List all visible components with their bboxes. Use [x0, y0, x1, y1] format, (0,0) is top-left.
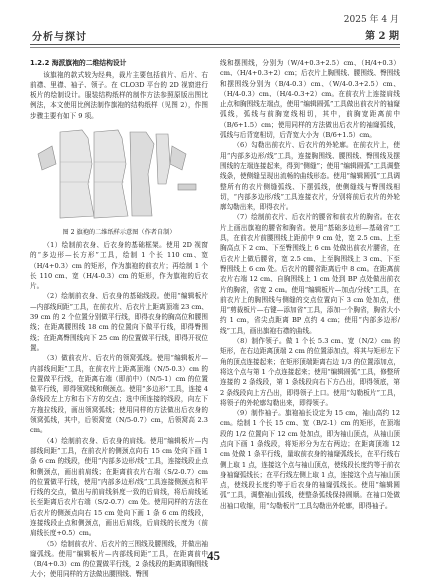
issue-number: 第 2 期 [365, 31, 399, 42]
front-bodice-piece [60, 130, 94, 218]
section-heading: 1.2.2 海派旗袍的二维结构设计 [30, 59, 127, 67]
step-paragraph: （4）绘制前衣身、后衣身的肩线。使用“编辑板片—内部线间距”工具，在前衣片的侧颈点向右 15 cm 处向下画 1 条 6 cm 的线段，使用“内部多边形/线”工具，连接线段止点和侧颈点，画出前肩线；在距离前衣片右端（S/2-0.7）cm 的位置做平行线，使用“内部多边形/线”工具连接侧颈点和平行线的交点，做出与前肩线斜度一致的后肩线，将后肩线延长至距离后衣片右端（S/2-0.7）cm 处。使用同样的方法在后衣片的侧颈点向右 15 cm 处向下画 1 条 6 cm 的线段，连接线段止点和侧颈点，画出后肩线，后肩线的长度为（前肩线长度+0.5）cm。 [30, 436, 208, 538]
page-number: 45 [207, 548, 220, 563]
intro-paragraph: 该旗袍的款式较为经典，裁片主要包括前片、后片、右前襟、里襟、袖子、领子。在 CLO3D 平台的 2D 视窗进行板片的绘制设计。服装结构纸样的制作方法参照原版出图比例法，本文使用比例法制作旗袍的结构纸样（见图 2），作图步骤主要有如下 9 项。 [30, 70, 208, 120]
step-paragraph: （3）做前衣片、后衣片的领窝弧线。使用“编辑板片—内部线间距”工具，在前衣片上距离顶端（N/5-0.3）cm 的位置做平行线，在距离右端（即前中）（N/5-1）cm 的位置做平行线，即得领窝线和侧颈点。使用“多边形”工具，连接 4 条线段左上方和右下方的交点；选中所连接的线段，向左下方拖拉线段，画出领窝弧线；使用同样的方法做出后衣身的领窝弧线，其中，后领窝宽（N/5-0.7）cm，后领窝高 2.3 cm。 [30, 354, 208, 435]
step-paragraph: （9）制作袖子。旗袍袖长设定为 15 cm，袖山高约 12 cm。绘制 1 个长 15 cm、宽（B/2-1）cm 的矩形，在顶端段的 1/2 位置向下 12 cm 处加点，即为袖山顶点，从袖山顶点向下画 1 条线段，将矩形分为左右两边；在距离顶端 12 cm 处做 1 条平行线，量取前衣身的袖窿弧线长，在平行线右侧上取 1 点，连接这个点与袖山顶点，使线段长度约等于前衣身袖窿弧线长；在平行线左侧上取 1 点，连接这个点与袖山顶点，使线段长度约等于后衣身的袖窿弧线长。使用“编辑圆弧”工具，调整袖山弧线，使整条弧线保持圆顺。在袖口处做出袖口收缩，用“勾勒板片”工具勾勒出外轮廓，即得袖子。 [220, 409, 400, 510]
header-rule-thin [30, 47, 400, 48]
step-paragraph: （2）绘制前衣身、后衣身的基础线段。使用“编辑板片—内部线间距”工具，在前衣片、后衣片上距离顶端 23 cm、39 cm 的 2 个位置分别做平行线，即得衣身的胸高位和腰围线；在距离腰围线 18 cm 的位置向下做平行线，即得臀围线；在距离臀围线向下 25 cm 的位置做平行线，即得开衩位置。 [30, 292, 208, 352]
step-paragraph: （8）制作领子。做 1 个长 5.3 cm、宽（N/2）cm 的矩形，在右边距离顶端 2 cm 的位置添加点，将其与矩形左下角的顶点连接起来；在矩形顶端距离右边 1/3 的位置添加点，将这个点与第 1 个点连接起来；使用“编辑圆弧”工具，修整所连接的 2 条线段，第 1 条线段向右下方凸出，即得领底，第 2 条线段向上方凸出，即得领子上口。使用“勾勒板片”工具，将领子的外轮廓勾勒出来，即得领子。 [220, 337, 400, 407]
header-rule [30, 44, 400, 45]
page-header [0, 0, 427, 46]
step-paragraph: （5）绘制前衣片、后衣片的三围线及腰围线，并做出袖窿弧线。使用“编辑板片—内部线间距”工具，在距离前中（B/4+0.3）cm 的位置做平行线，2 条线段的距离即胸围线大小；使用同样的方法做出腰围线、臀围 [30, 539, 208, 579]
pattern-figure [30, 124, 208, 226]
back-bodice-piece [94, 130, 128, 218]
figure-caption: 图 2 旗袍的二维纸样示意图（作者自制） [62, 228, 176, 236]
step-paragraph: （1）绘制前衣身、后衣身的基础框架。使用 2D 视窗的“多边形—长方形”工具，绘制 1 个长 110 cm、宽（H/4+0.3）cm 的矩形，作为旗袍的前衣片；再绘制 1 个长 110 cm、宽（H/4-0.3）cm 的矩形，作为旗袍的后衣片。 [30, 240, 208, 291]
issue-date: 2025 年 4 月 [343, 15, 399, 25]
left-column [30, 58, 208, 580]
right-column [220, 58, 400, 511]
column-title: 分析与探讨 [32, 32, 87, 43]
continued-paragraph: 线和摆围线，分别为（W/4+0.3+2.5）cm、（H/4+0.3）cm、（H/4+0.3+2）cm；后衣片上胸围线、腰围线、臀围线和摆围线分别为（B/4-0.3）cm、（W/4-0.3+2.5）cm、（H/4-0.3）cm、（H/4-0.3+2）cm。在前衣片上连接肩线止点和胸围线左端点，使用“编辑圆弧”工具做出前衣片的袖窿弧线，弧线与前胸宽线相切，其中，前胸宽距离前中（B/6+1.5）cm；使用同样的方法做出后衣片的袖窿弧线，弧线与后背宽相切，后背宽大小为（B/6+1.5）cm。 [220, 59, 400, 140]
collar-piece [178, 184, 196, 190]
step-paragraph: （6）勾勒出前衣片、后衣片的外轮廓。在前衣片上，使用“内部多边形/线”工具，连接胸围线、腰围线、臀围线及摆围线的左端连接起来，得到“侧缝”；使用“编辑圆弧”工具调整线条，使侧缝呈现出流畅的曲线形态。使用“编辑圆弧”工具调整所有的衣片侧缝弧线、下摆弧线，使侧缝线与臀围线相切，“内部多边形/线”工具连接衣片，分别将前后衣片的外轮廓勾勒出来，即得衣片。 [220, 141, 400, 212]
pattern-diagram [30, 124, 208, 226]
step-paragraph: （7）绘制前衣片、后衣片的腰省和前衣片的胸省。在衣片上画出旗袍的腰省和胸省。使用“基础多边形—基础省”工具，在前衣片前腰围线上距前中 9 cm 处，宽 2.5 cm、上至胸高点下 2 cm、下至臀围线上 6 cm 处做出前衣片腰省，在后衣片上做后腰省，宽 2.5 cm、上至胸围线上 3 cm、下至臀围线上 6 cm 处。后衣片的腰省距离后中 8 cm。在距离前衣片右端 12 cm、自胸围线上 1 cm 处到 BP 点处做出前衣片的胸省，省宽 2 cm。使用“编辑板片—加点/分线”工具，在前衣片上的胸围线与侧缝的交点位置向下 3 cm 处加点，使用“剪裁板片—右键—添加省”工具，添加一个胸省，胸省大小约 1 cm，省尖点距离 BP 点约 4 cm；使用“内部多边形/线”工具，画出旗袍右襟的曲线。 [220, 213, 400, 335]
